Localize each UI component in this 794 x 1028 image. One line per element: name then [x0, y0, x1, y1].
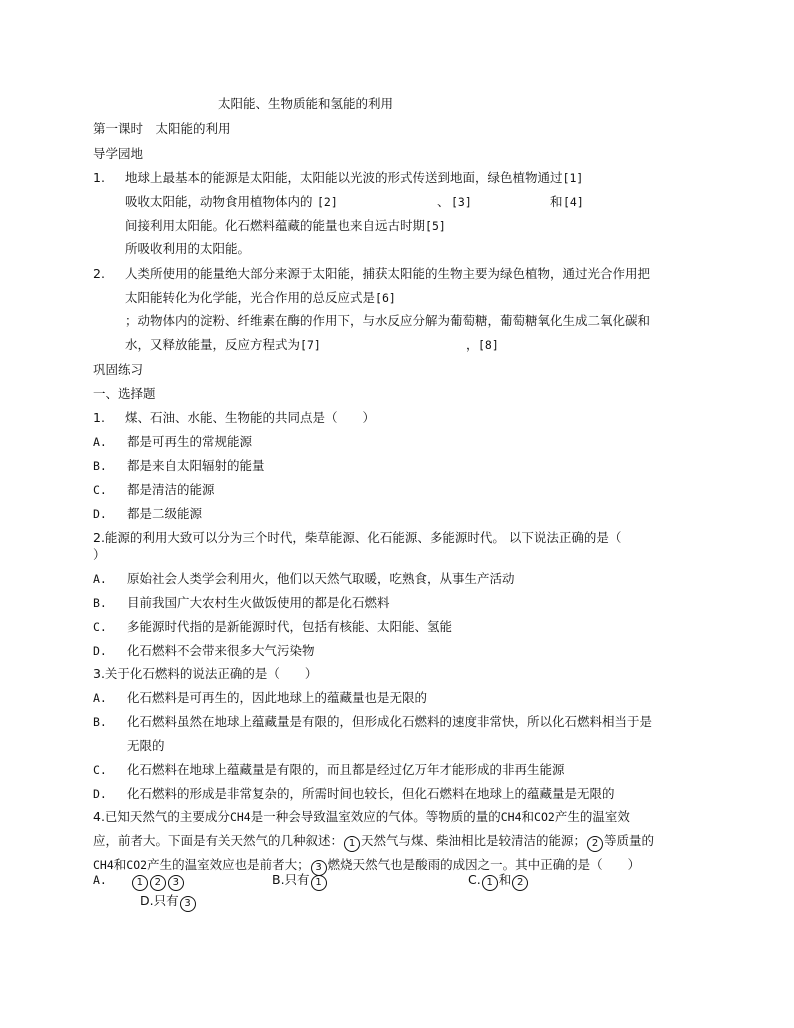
- q1-line3-text: 间接利用太阳能。化石燃料蕴藏的能量也来自远古时期: [125, 218, 426, 233]
- blank-8: [8]: [478, 338, 499, 352]
- mc1-option-d-label: D.: [93, 507, 107, 521]
- mc4-l2b: 天然气与煤、柴油相比是较清洁的能源；: [361, 833, 587, 848]
- formula-co2-2: CO2: [126, 858, 148, 872]
- circled-1-icon: 1: [311, 875, 327, 891]
- mc4-l2c: 等质量的: [604, 833, 655, 848]
- mc1-option-b-text: 都是来自太阳辐射的能量: [127, 458, 265, 473]
- mc1-option-a-label: A.: [93, 435, 107, 449]
- circled-1-icon: 1: [132, 875, 148, 891]
- q1-separator: 、: [437, 194, 450, 209]
- mc2-option-c-label: C.: [93, 620, 107, 634]
- blank-1: [1]: [562, 171, 584, 185]
- q1-line3: [125, 218, 446, 234]
- blank-6: [6]: [375, 291, 396, 305]
- q1-line1: [125, 170, 583, 186]
- mc4-option-b: [272, 872, 328, 891]
- mc2-stem-line2: ）: [93, 547, 106, 562]
- circled-3-icon: 3: [168, 875, 184, 891]
- q2-line2-text: 太阳能转化为化学能，光合作用的总反应式是: [125, 290, 376, 305]
- guide-heading: 导学园地: [93, 146, 144, 161]
- mc1-number: 1.: [93, 410, 105, 425]
- blank-2: [2]: [317, 195, 338, 209]
- mc2-option-c-text: 多能源时代指的是新能源时代，包括有核能、太阳能、氢能: [127, 619, 453, 634]
- formula-ch4: CH4: [229, 810, 251, 824]
- mc2-stem-line1: 2.能源的利用大致可以分为三个时代，柴草能源、化石能源、多能源时代。 以下说法正确的是（: [93, 530, 622, 545]
- mc3-option-b-text: 化石燃料虽然在地球上蕴藏量是有限的，但形成化石燃料的速度非常快，所以化石燃料相当于是: [127, 714, 653, 729]
- circled-3-icon: 3: [311, 860, 327, 876]
- mc4-l1b: 是一种会导致温室效应的气体。等物质的量的: [250, 809, 501, 824]
- q1-line1-text: 地球上最基本的能源是太阳能，太阳能以光波的形式传送到地面，绿色植物通过: [125, 170, 563, 185]
- mc4-l1a: 4.已知天然气的主要成分: [93, 809, 230, 824]
- mc3-option-d-text: 化石燃料的形成是非常复杂的，所需时间也较长，但化石燃料在地球上的蕴藏量是无限的: [127, 786, 615, 801]
- mc4-l3c: 产生的温室效应也是前者大；: [147, 857, 310, 872]
- formula-ch4-3: CH4: [93, 858, 114, 872]
- mc3-option-b-label: B.: [93, 715, 107, 729]
- mc2-option-a-label: A.: [93, 572, 107, 586]
- mc4-option-b-text: B.只有: [272, 872, 310, 887]
- mc4-option-c-and: 和: [498, 872, 512, 887]
- mc3-option-c-text: 化石燃料在地球上蕴藏量是有限的，而且都是经过亿万年才能形成的非再生能源: [127, 762, 565, 777]
- mc4-l1c: 和: [521, 809, 535, 824]
- circled-1-icon: 1: [482, 875, 498, 891]
- mc3-option-a-text: 化石燃料是可再生的，因此地球上的蕴藏量也是无限的: [127, 690, 428, 705]
- formula-ch4-2: CH4: [500, 810, 522, 824]
- formula-co2: CO2: [534, 810, 555, 824]
- circled-2-icon: 2: [512, 875, 528, 891]
- mc3-option-d-label: D.: [93, 787, 107, 801]
- circled-3-icon: 3: [180, 896, 196, 912]
- mc2-option-d-text: 化石燃料不会带来很多大气污染物: [127, 643, 315, 658]
- q2-line4: [125, 337, 321, 353]
- mc3-option-b-text-cont: 无限的: [127, 738, 165, 753]
- mc4-l2a: 应，前者大。下面是有关天然气的几种叙述：: [93, 833, 344, 848]
- q1-number: 1.: [93, 170, 105, 185]
- mc4-option-c: [468, 872, 529, 891]
- circled-2-icon: 2: [587, 836, 603, 852]
- section-heading-choice: 一、选择题: [93, 386, 156, 401]
- q1-line2: 吸收太阳能，动物食用植物体内的: [125, 194, 313, 209]
- mc4-l3b: 和: [113, 857, 127, 872]
- q2-line1: 人类所使用的能量绝大部分来源于太阳能，捕获太阳能的生物主要为绿色植物，通过光合作用把: [125, 266, 651, 281]
- mc3-stem: 3.关于化石燃料的说法正确的是（ ）: [93, 666, 318, 681]
- mc4-stem-line1: [93, 809, 630, 825]
- mc4-option-a: [93, 872, 185, 891]
- practice-heading: 巩固练习: [93, 362, 144, 377]
- mc1-stem: 煤、石油、水能、生物能的共同点是（ ）: [125, 410, 376, 425]
- mc1-option-d-text: 都是二级能源: [127, 506, 203, 521]
- q2-comma: ，: [466, 337, 479, 352]
- mc3-option-c-label: C.: [93, 763, 107, 777]
- circled-2-icon: 2: [150, 875, 166, 891]
- mc4-option-a-label: A.: [93, 873, 107, 887]
- mc2-option-b-text: 目前我国广大农村生火做饭使用的都是化石燃料: [127, 595, 390, 610]
- mc3-option-a-label: A.: [93, 691, 107, 705]
- blank-7: [7]: [300, 338, 321, 352]
- q1-and: 和: [550, 194, 563, 209]
- mc4-option-c-label: C.: [468, 872, 481, 887]
- mc4-l1d: 产生的温室效: [554, 809, 630, 824]
- mc1-option-c-label: C.: [93, 483, 107, 497]
- mc4-option-d-text: D.只有: [140, 893, 179, 908]
- mc2-option-b-label: B.: [93, 596, 107, 610]
- q2-line2: [125, 290, 396, 306]
- mc4-l3d: 燃烧天然气也是酸雨的成因之一。其中正确的是（ ）: [327, 857, 641, 872]
- mc2-option-a-text: 原始社会人类学会利用火，他们以天然气取暖，吃熟食，从事生产活动: [127, 571, 515, 586]
- blank-5: [5]: [425, 219, 446, 233]
- mc1-option-b-label: B.: [93, 459, 107, 473]
- mc1-option-a-text: 都是可再生的常规能源: [127, 434, 253, 449]
- q2-line4-text: 水，又释放能量，反应方程式为: [125, 337, 301, 352]
- document-title: 太阳能、生物质能和氢能的利用: [218, 96, 394, 111]
- q2-line3: ；动物体内的淀粉、纤维素在酶的作用下，与水反应分解为葡萄糖，葡萄糖氧化生成二氧化碳和: [125, 313, 651, 328]
- blank-3: [3]: [451, 195, 472, 209]
- q1-line4: 所吸收利用的太阳能。: [125, 241, 251, 256]
- circled-1-icon: 1: [344, 836, 360, 852]
- q2-number: 2.: [93, 266, 105, 281]
- mc4-stem-line2: [93, 833, 654, 852]
- mc2-option-d-label: D.: [93, 644, 107, 658]
- lesson-heading: 第一课时 太阳能的利用: [93, 121, 231, 136]
- mc1-option-c-text: 都是清洁的能源: [127, 482, 215, 497]
- mc4-option-d: [140, 893, 197, 912]
- blank-4: [4]: [563, 195, 584, 209]
